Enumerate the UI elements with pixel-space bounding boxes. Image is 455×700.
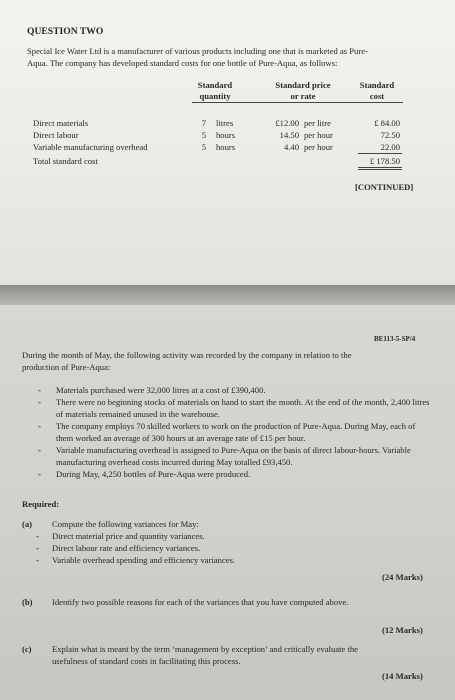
paper-code: BE113-5-SP/4 bbox=[374, 335, 416, 343]
row-qty-unit-labour: hours bbox=[216, 130, 236, 140]
bullet-dash: - bbox=[36, 555, 39, 565]
row-price-overhead: 4.40 bbox=[283, 142, 299, 152]
part-c-text-line-1: Explain what is meant by the term ‘management by exception’ and critically evaluate the bbox=[52, 644, 358, 654]
bullet-dash: - bbox=[38, 397, 41, 407]
activity-bullet-5: During May, 4,250 bottles of Pure-Aqua were produced. bbox=[56, 469, 251, 479]
bullet-dash: - bbox=[36, 543, 39, 553]
header-quantity-line2: quantity bbox=[199, 91, 231, 101]
header-price-line2: or rate bbox=[290, 91, 316, 101]
exam-page-top bbox=[0, 0, 455, 285]
part-a-item-3: Variable overhead spending and efficiency variances. bbox=[52, 555, 236, 565]
part-b-text: Identify two possible reasons for each of the variances that you have computed above. bbox=[52, 597, 349, 607]
bullet-dash: - bbox=[38, 421, 41, 431]
total-label: Total standard cost bbox=[33, 156, 98, 166]
row-qty-unit-overhead: hours bbox=[216, 142, 236, 152]
row-qty-unit-materials: litres bbox=[216, 118, 234, 128]
may-intro-line-1: During the month of May, the following activity was recorded by the company in relation to the bbox=[22, 350, 352, 360]
row-label-labour: Direct labour bbox=[33, 130, 79, 140]
part-b-marks: (12 Marks) bbox=[382, 625, 423, 635]
bullet-dash: - bbox=[38, 385, 41, 395]
may-intro-line-2: production of Pure-Aqua: bbox=[22, 362, 111, 372]
total-underline-2 bbox=[358, 169, 402, 170]
bullet-dash: - bbox=[36, 531, 39, 541]
row-cost-overhead: 22.00 bbox=[380, 142, 400, 152]
total-cost: £ 178.50 bbox=[369, 156, 400, 166]
total-underline-1 bbox=[358, 167, 402, 168]
row-qty-labour: 5 bbox=[201, 130, 206, 140]
page-divider bbox=[0, 285, 455, 305]
bullet-dash: - bbox=[38, 445, 41, 455]
part-a-item-2: Direct labour rate and efficiency variances. bbox=[52, 543, 201, 553]
row-cost-labour: 72.50 bbox=[380, 130, 400, 140]
part-a-intro: Compute the following variances for May: bbox=[52, 519, 199, 529]
activity-bullet-1: Materials purchased were 32,000 litres at a cost of £390,400. bbox=[56, 385, 266, 395]
total-overline bbox=[358, 153, 402, 154]
row-price-unit-materials: per litre bbox=[304, 118, 331, 128]
part-c-text-line-2: usefulness of standard costs in facilitating this process. bbox=[52, 656, 241, 666]
activity-bullet-4: Variable manufacturing overhead is assigned to Pure-Aqua on the basis of direct labour-hours. Variable manufacturing overhead costs incurred during May totalled £93,450. bbox=[56, 445, 411, 467]
row-label-materials: Direct materials bbox=[33, 118, 89, 128]
row-price-unit-overhead: per hour bbox=[304, 142, 333, 152]
required-label: Required: bbox=[22, 499, 60, 509]
row-price-unit-labour: per hour bbox=[304, 130, 333, 140]
row-qty-overhead: 5 bbox=[201, 142, 206, 152]
header-cost-line2: cost bbox=[369, 91, 385, 101]
part-c-marks: (14 Marks) bbox=[382, 671, 423, 681]
intro-line-1: Special Ice Water Ltd is a manufacturer of various products including one that is marketed as Pure- bbox=[27, 46, 368, 56]
part-a-label: (a) bbox=[22, 519, 33, 529]
row-price-labour: 14.50 bbox=[279, 130, 299, 140]
header-quantity-line1: Standard bbox=[197, 80, 233, 90]
row-label-overhead: Variable manufacturing overhead bbox=[33, 142, 148, 152]
row-price-materials: £12.00 bbox=[275, 118, 299, 128]
bullet-dash: - bbox=[38, 469, 41, 479]
exam-page-bottom bbox=[0, 305, 455, 700]
part-c-label: (c) bbox=[22, 644, 32, 654]
row-qty-materials: 7 bbox=[201, 118, 206, 128]
header-cost-line1: Standard bbox=[359, 80, 395, 90]
question-heading: QUESTION TWO bbox=[27, 26, 104, 37]
activity-bullet-3: The company employs 70 skilled workers to work on the production of Pure-Aqua. During May, each of them worked an average of 300 hours at an average rate of £15 per hour. bbox=[56, 421, 416, 443]
part-b-label: (b) bbox=[22, 597, 33, 607]
intro-line-2: Aqua. The company has developed standard costs for one bottle of Pure-Aqua, as follows: bbox=[27, 58, 338, 68]
row-cost-materials: £ 84.00 bbox=[374, 118, 400, 128]
header-underline bbox=[192, 102, 403, 103]
part-a-marks: (24 Marks) bbox=[382, 572, 423, 582]
activity-bullet-2: There were no beginning stocks of materials on hand to start the month. At the end of the month, 2,400 litres of materials remained unused in the warehouse. bbox=[56, 397, 430, 419]
header-price-line1: Standard price bbox=[275, 80, 331, 90]
part-a-item-1: Direct material price and quantity variances. bbox=[52, 531, 205, 541]
continued-note: [CONTINUED] bbox=[355, 182, 414, 192]
